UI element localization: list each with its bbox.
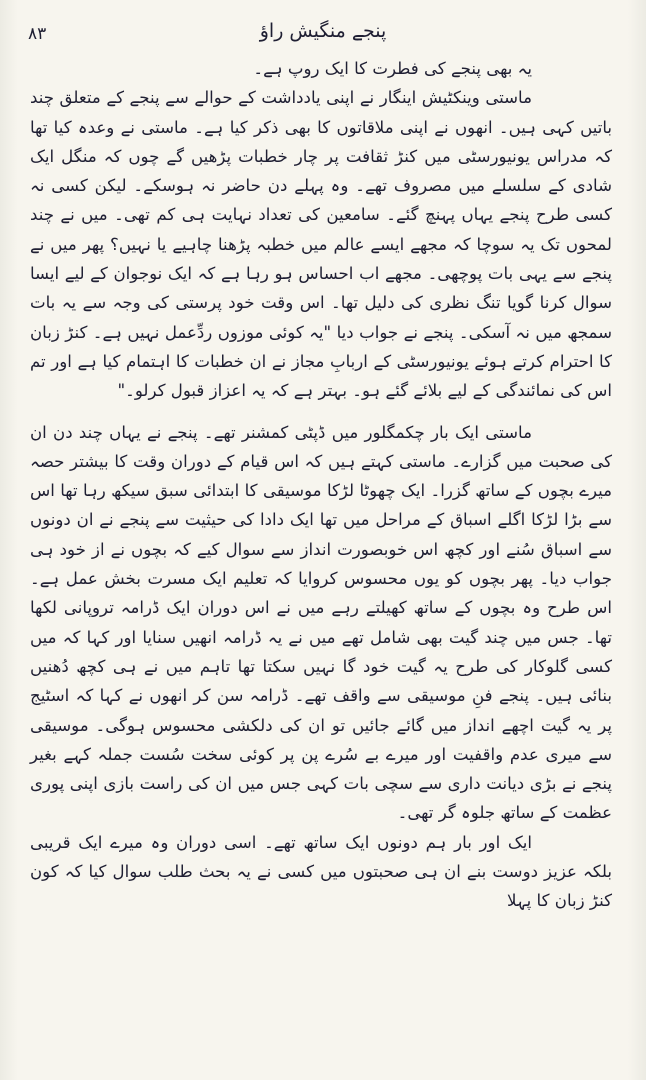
paragraph-gap xyxy=(30,406,612,418)
paragraph-4: ایک اور بار ہم دونوں ایک ساتھ تھے۔ اسی دوران وہ میرے ایک قریبی بلکہ عزیز دوست بنے ان ہی صحبتوں میں کسی نے یہ بحث طلب سوال کیا کہ کون کنڑ زبان کا پہلا xyxy=(30,832,612,911)
paragraph-1: یہ بھی پنجے کی فطرت کا ایک روپ ہے۔ xyxy=(253,59,532,78)
running-title: پنجے منگیش راؤ xyxy=(259,20,387,42)
page-body xyxy=(30,54,612,916)
page-number: ٨٣ xyxy=(28,24,47,44)
page-header xyxy=(0,10,646,54)
paragraph-2: ماستی وینکٹیش اینگار نے اپنی یادداشت کے حوالے سے پنجے کے متعلق چند باتیں کہی ہیں۔ انھوں نے اپنی ملاقاتوں کا بھی ذکر کیا ہے۔ ماستی نے وعدہ کیا تھا کہ مدراس یونیورسٹی میں کنڑ ثقافت پر چار خطبات پڑھیں گے چوں کہ منگل ایک شادی کے سلسلے میں مصروف تھے۔ وہ پہلے دن حاضر نہ ہوسکے۔ لیکن کسی نہ کسی طرح پنجے یہاں پہنچ گئے۔ سامعین کی تعداد نہایت ہی کم تھی۔ میں نے چند لمحوں تک یہ سوچا کہ مجھے ایسے عالم میں خطبہ پڑھنا چاہیے یا نہیں؟ پھر میں نے پنجے سے یہی بات پوچھی۔ مجھے اب احساس ہو رہا ہے کہ ایک نوجوان کے لیے ایسا سوال کرنا گویا تنگ نظری کی دلیل تھا۔ اس وقت خود پرستی کی وجہ سے یہ بات سمجھ میں نہ آسکی۔ پنجے نے جواب دیا "یہ کوئی موزوں ردِّعمل نہیں ہے۔ کنڑ زبان کا احترام کرتے ہوئے یونیورسٹی کے اربابِ مجاز نے ان خطبات کا اہتمام کیا ہے اور تم اس کی نمائندگی کے لیے بلائے گئے ہو۔ بہتر ہے کہ یہ اعزاز قبول کرلو۔" xyxy=(30,88,612,401)
paragraph-3: ماستی ایک بار چکمگلور میں ڈپٹی کمشنر تھے۔ پنجے نے یہاں چند دن ان کی صحبت میں گزارے۔ ماستی کہتے ہیں کہ اس قیام کے دوران وقت کا بیشتر حصہ میرے بچوں کے ساتھ گزرا۔ ایک چھوٹا لڑکا موسیقی کا ابتدائی سبق سیکھ رہا تھا اس سے بڑا لڑکا اگلے اسباق کے مراحل میں تھا ایک دادا کی حیثیت سے پنجے نے ان دونوں سے اسباق سُنے اور کچھ اس خوبصورت انداز سے سوال کیے کہ بچوں نے از خود ہی جواب دیا۔ پھر بچوں کو یوں محسوس کروایا کہ تعلیم ایک مسرت بخش عمل ہے۔ اس طرح وہ بچوں کے ساتھ کھیلتے رہے میں نے اس دوران ایک ڈرامہ تروپانی لکھا تھا۔ جس میں چند گیت بھی شامل تھے میں نے یہ ڈرامہ انھیں سنایا اور کہا کہ میں کسی گلوکار کی طرح یہ گیت خود گا نہیں سکتا تھا تاہم میں نے ہی کچھ دُھنیں بنائی ہیں۔ پنجے فنِ موسیقی سے واقف تھے۔ ڈرامہ سن کر انھوں نے کہا کہ اسٹیج پر یہ گیت اچھے انداز میں گائے جائیں تو ان کی دلکشی محسوس ہوگی۔ موسیقی سے میری عدم واقفیت اور میرے بے سُرے پن پر کوئی سخت سُست جملہ کہے بغیر پنجے نے بڑی دیانت داری سے سچی بات کہی جس میں ان کی راست بازی اپنی پوری عظمت کے ساتھ جلوہ گر تھی۔ xyxy=(30,422,612,823)
